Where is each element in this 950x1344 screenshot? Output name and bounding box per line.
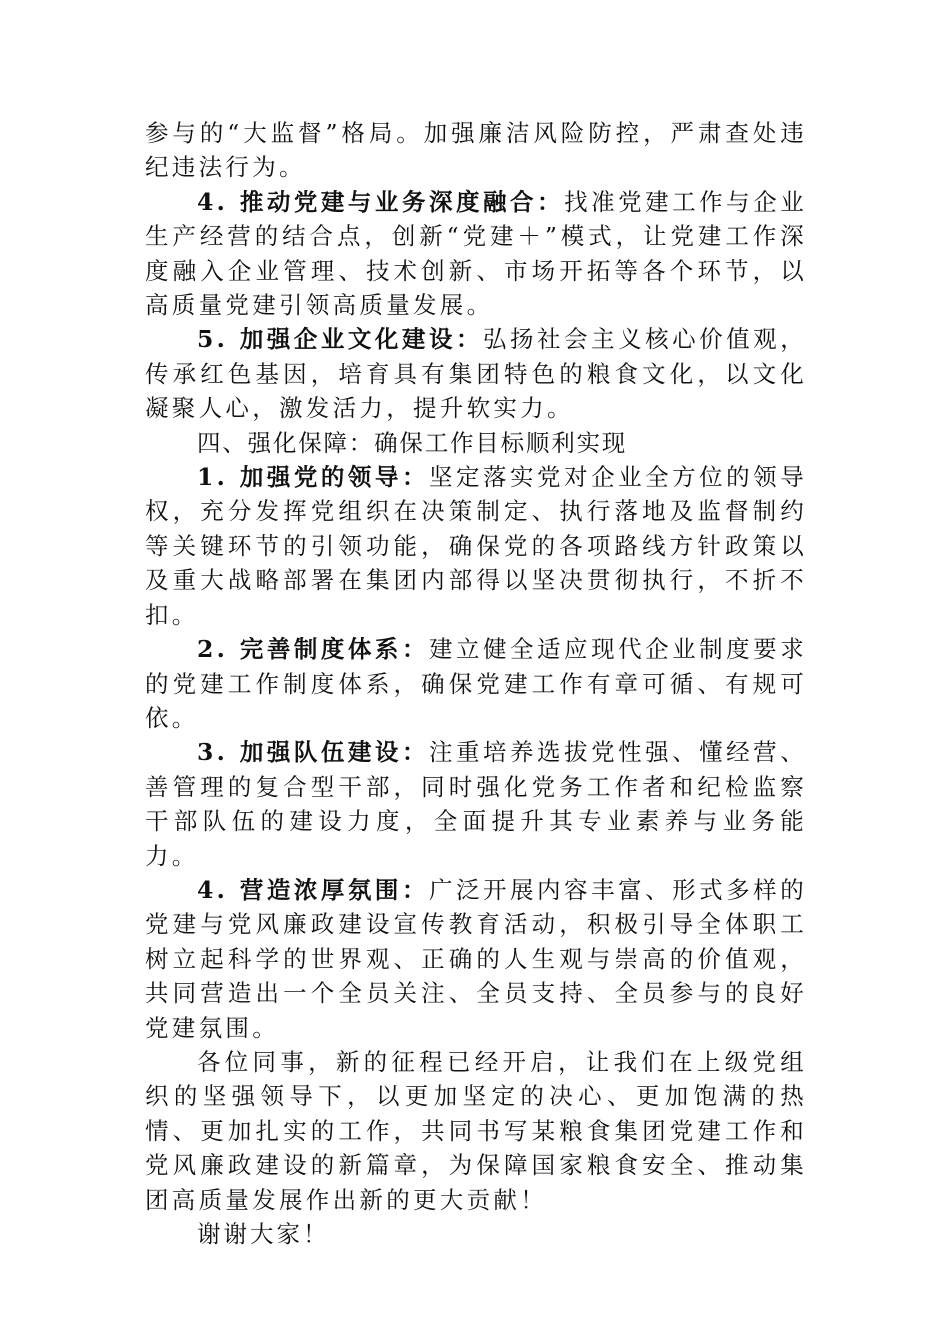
paragraph-body: 参与的“大监督”格局。加强廉洁风险防控，严肃查处违纪违法行为。 [145, 119, 807, 182]
item-body: 注重培养选拔党性强、懂经营、善管理的复合型干部，同时强化党务工作者和纪检监察干部队伍的建设力度，全面提升其专业素养与业务能力。 [145, 738, 808, 870]
paragraph-item-5-culture [145, 322, 807, 425]
paragraph-continuation [145, 116, 807, 185]
paragraph-thanks [145, 1217, 807, 1251]
section-heading-text: 四、强化保障：确保工作目标顺利实现 [197, 428, 628, 457]
section-heading-4 [145, 426, 807, 460]
item-body: 建立健全适应现代企业制度要求的党建工作制度体系，确保党建工作有章可循、有规可依。 [145, 635, 808, 732]
item-body: 广泛开展内容丰富、形式多样的党建与党风廉政建设宣传教育活动，积极引导全体职工树立起科学的世界观、正确的人生观与崇高的价值观，共同营造出一个全员关注、全员支持、全员参与的良好党建氛围。 [145, 875, 808, 1042]
paragraph-closing [145, 1045, 807, 1217]
item-lead: 3. 加强队伍建设： [197, 738, 429, 767]
paragraph-item-2-system [145, 632, 807, 735]
item-lead: 2. 完善制度体系： [197, 635, 429, 664]
item-body: 弘扬社会主义核心价值观，传承红色基因，培育具有集团特色的粮食文化，以文化凝聚人心，激发活力，提升软实力。 [145, 325, 807, 423]
paragraph-item-1-leadership [145, 460, 807, 632]
item-lead: 4. 推动党建与业务深度融合： [197, 187, 565, 216]
document-page [145, 116, 807, 1251]
thanks-text: 谢谢大家！ [197, 1220, 330, 1248]
item-body: 找准党建工作与企业生产经营的结合点，创新“党建＋”模式，让党建工作深度融入企业管理、技术创新、市场开拓等各个环节，以高质量党建引领高质量发展。 [145, 187, 808, 320]
item-body: 坚定落实党对企业全方位的领导权，充分发挥党组织在决策制定、执行落地及监督制约等关键环节的引领功能，确保党的各项路线方针政策以及重大战略部署在集团内部得以坚决贯彻执行，不折不扣。 [145, 463, 808, 629]
item-lead: 1. 加强党的领导： [197, 463, 429, 492]
paragraph-item-3-team [145, 735, 807, 873]
item-lead: 4. 营造浓厚氛围： [197, 875, 429, 904]
paragraph-item-4-integration [145, 185, 807, 323]
paragraph-item-4-atmosphere [145, 873, 807, 1045]
item-lead: 5. 加强企业文化建设： [197, 325, 483, 354]
closing-body: 各位同事，新的征程已经开启，让我们在上级党组织的坚强领导下，以更加坚定的决心、更加饱满的热情、更加扎实的工作，共同书写某粮食集团党建工作和党风廉政建设的新篇章，为保障国家粮食安全、推动集团高质量发展作出新的更大贡献！ [145, 1047, 807, 1214]
